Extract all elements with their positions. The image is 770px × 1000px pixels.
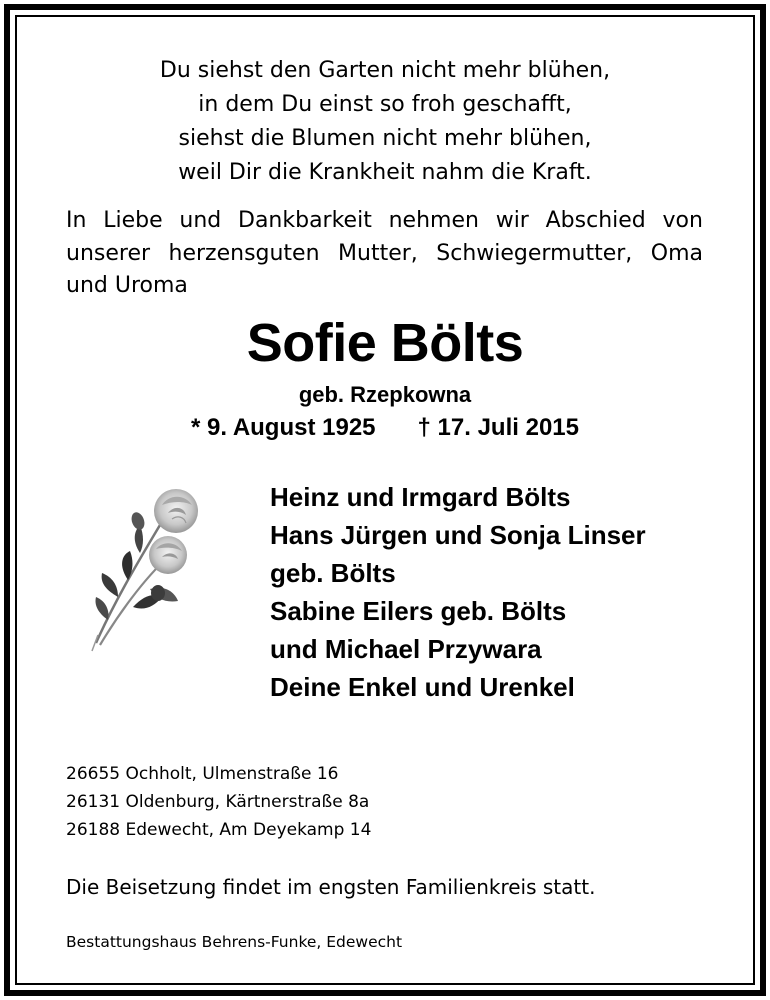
intro-word: Liebe [103, 208, 163, 233]
intro-word: Oma [650, 240, 703, 266]
intro-word: herzensguten [168, 240, 320, 266]
address-list [66, 760, 371, 844]
intro-word: von [662, 208, 703, 233]
life-dates [0, 411, 770, 445]
intro-word: Schwiegermutter, [436, 240, 633, 266]
intro-word: Mutter, [338, 240, 418, 266]
poem-line: weil Dir die Krankheit nahm die Kraft. [178, 160, 592, 185]
intro-word: nehmen [388, 208, 479, 233]
intro-text [66, 205, 703, 303]
address-line: 26131 Oldenburg, Kärtnerstraße 8a [66, 792, 370, 812]
funeral-note: Die Beisetzung findet im engsten Familienkreis statt. [66, 875, 596, 899]
intro-word: und [179, 208, 222, 233]
deceased-name: Sofie Bölts [246, 313, 524, 373]
birth-date: * 9. August 1925 [191, 414, 376, 441]
address-line: 26655 Ochholt, Ulmenstraße 16 [66, 764, 339, 784]
mourner-line: und Michael Przywara [270, 634, 542, 664]
mourner-line: Hans Jürgen und Sonja Linser [270, 520, 646, 550]
mourner-line: Heinz und Irmgard Bölts [270, 482, 571, 512]
undertaker-credit: Bestattungshaus Behrens-Funke, Edewecht [66, 933, 403, 951]
intro-line-3: und Uroma [66, 273, 188, 298]
intro-word: In [66, 208, 87, 233]
mourner-line: geb. Bölts [270, 558, 396, 588]
rose-icon [88, 485, 218, 660]
poem-line: Du siehst den Garten nicht mehr blühen, [159, 58, 611, 83]
intro-word: unserer [66, 240, 151, 266]
intro-word: Abschied [545, 208, 646, 233]
death-date: † 17. Juli 2015 [417, 414, 579, 441]
poem [0, 54, 770, 190]
mourner-line: Deine Enkel und Urenkel [270, 672, 575, 702]
intro-word: wir [495, 208, 529, 233]
intro-line-2 [66, 238, 703, 271]
maiden-name: geb. Rzepkowna [298, 382, 472, 407]
address-line: 26188 Edewecht, Am Deyekamp 14 [66, 820, 372, 840]
intro-line-1 [66, 205, 703, 238]
intro-word: Dankbarkeit [238, 208, 372, 233]
poem-line: in dem Du einst so froh geschafft, [198, 92, 572, 117]
mourner-line: Sabine Eilers geb. Bölts [270, 596, 567, 626]
poem-line: siehst die Blumen nicht mehr blühen, [178, 126, 592, 151]
mourners-list [270, 478, 646, 706]
